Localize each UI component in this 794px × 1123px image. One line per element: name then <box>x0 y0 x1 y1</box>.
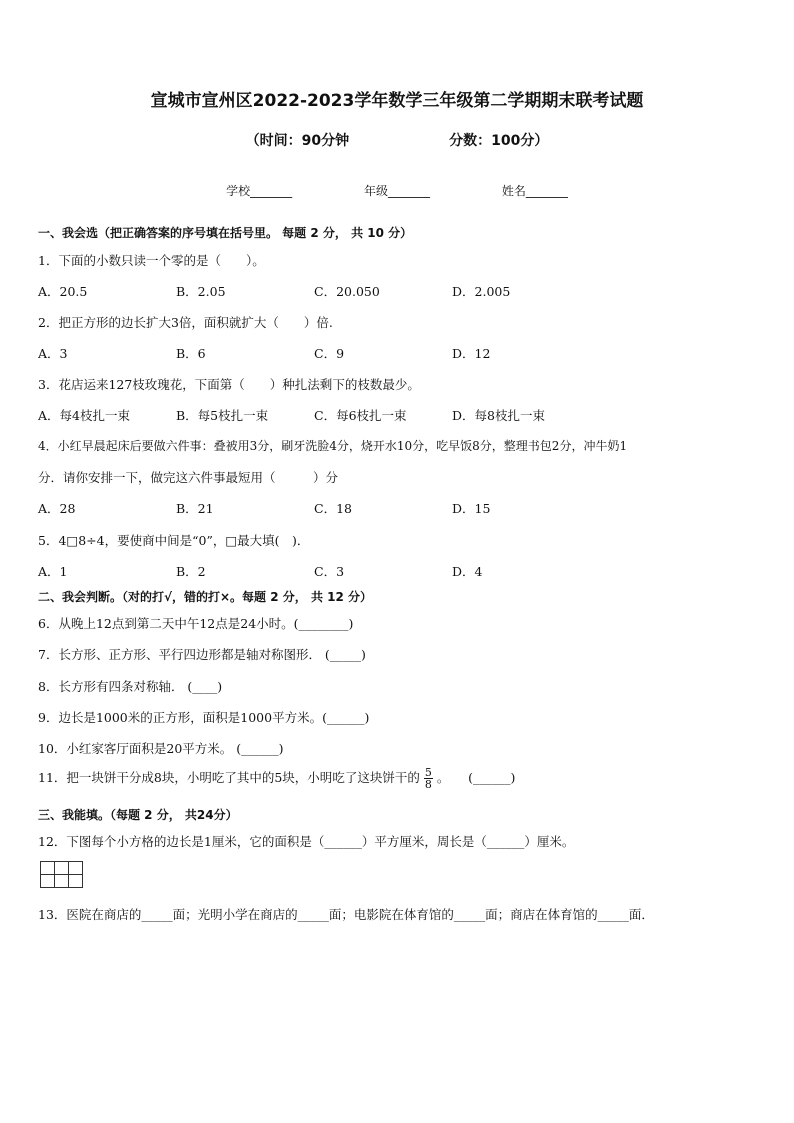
question-11-text: 11．把一块饼干分成8块，小明吃了其中的5块，小明吃了这块饼干的 <box>38 770 420 785</box>
fraction-denominator: 8 <box>424 778 432 791</box>
question-12: 12．下图每个小方格的边长是1厘米，它的面积是（______）平方厘米，周长是（______）厘米。 <box>38 834 575 849</box>
question-1: 1．下面的小数只读一个零的是（ ）。 <box>38 253 265 268</box>
question-7: 7．长方形、正方形、平行四边形都是轴对称图形． (_____) <box>38 647 366 662</box>
student-info <box>0 182 794 199</box>
exam-score: 分数：100分） <box>449 133 549 149</box>
grade-field: 年级_______ <box>363 184 430 198</box>
option-b: B．21 <box>176 501 214 516</box>
question-4: 4．小红早晨起床后要做六件事：叠被用3分，刷牙洗脸4分，烧开水10分，吃早饭8分，整理书包2分，冲牛奶1 <box>38 439 628 453</box>
option-c: C．20.050 <box>314 284 380 299</box>
question-6: 6．从晚上12点到第二天中午12点是24小时。(________) <box>38 616 354 631</box>
question-11 <box>38 767 515 790</box>
question-9: 9．边长是1000米的正方形，面积是1000平方米。(______) <box>38 710 370 725</box>
option-b: B．每5枝扎一束 <box>176 408 269 423</box>
exam-subtitle <box>0 130 794 150</box>
option-a: A．28 <box>38 501 76 516</box>
fraction <box>424 767 433 790</box>
section-heading: 三、我能填。（每题 2 分， 共24分） <box>38 808 238 822</box>
option-d: D．4 <box>452 564 483 579</box>
school-field: 学校_______ <box>226 184 293 198</box>
option-a: A．1 <box>38 564 68 579</box>
square-grid-figure <box>40 861 86 889</box>
option-c: C．18 <box>314 501 352 516</box>
option-d: D．每8枝扎一束 <box>452 408 545 423</box>
page-title: 宣城市宣州区2022-2023学年数学三年级第二学期期末联考试题 <box>150 91 644 111</box>
question-11-blank: 。 (______) <box>436 770 516 785</box>
fraction-numerator: 5 <box>424 766 432 779</box>
question-13: 13．医院在商店的_____面；光明小学在商店的_____面；电影院在体育馆的_____面；商店在体育馆的_____面． <box>38 907 654 922</box>
option-c: C．每6枝扎一束 <box>314 408 407 423</box>
question-3: 3．花店运来127枝玫瑰花，下面第（ ）种扎法剩下的枝数最少。 <box>38 377 420 392</box>
option-b: B．6 <box>176 346 206 361</box>
question-10: 10．小红家客厅面积是20平方米。 (______) <box>38 741 284 756</box>
option-d: D．12 <box>452 346 491 361</box>
option-a: A．3 <box>38 346 68 361</box>
option-b: B．2 <box>176 564 206 579</box>
exam-time: （时间：90分钟 <box>245 133 350 149</box>
section-heading: 二、我会判断。（对的打√，错的打×。每题 2 分， 共 12 分） <box>38 590 372 604</box>
option-c: C．3 <box>314 564 345 579</box>
question-2: 2．把正方形的边长扩大3倍，面积就扩大（ ）倍. <box>38 315 333 330</box>
option-b: B．2.05 <box>176 284 226 299</box>
option-a: A．每4枝扎一束 <box>38 408 130 423</box>
option-d: D．2.005 <box>452 284 511 299</box>
option-c: C．9 <box>314 346 345 361</box>
name-field: 姓名_______ <box>501 184 568 198</box>
section-heading: 一、我会选（把正确答案的序号填在括号里。 每题 2 分， 共 10 分） <box>38 226 413 240</box>
option-a: A．20.5 <box>38 284 88 299</box>
question-8: 8．长方形有四条对称轴． (____) <box>38 679 223 694</box>
option-d: D．15 <box>452 501 491 516</box>
question-5: 5．4□8÷4，要使商中间是“0”，□最大填( )． <box>38 533 310 548</box>
question-4-cont: 分．请你安排一下，做完这六件事最短用（ ）分 <box>38 470 339 485</box>
